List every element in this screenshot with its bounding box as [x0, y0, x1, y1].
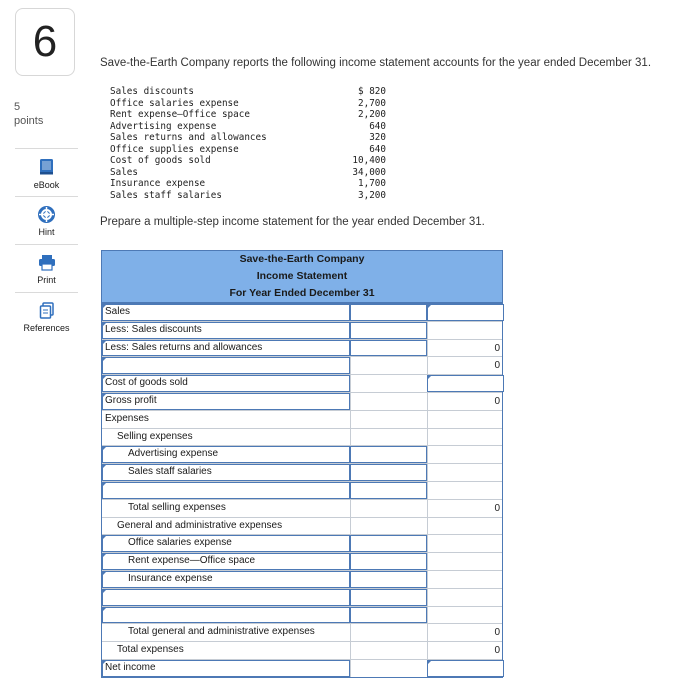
- statement-row: [102, 588, 502, 606]
- account-row: [110, 121, 386, 133]
- account-amount: 2,200: [358, 109, 386, 120]
- statement-row: [102, 570, 502, 588]
- row-label: Total expenses: [117, 644, 184, 656]
- account-name: Advertising expense: [110, 120, 217, 132]
- row-label: Less: Sales discounts: [105, 323, 202, 335]
- account-name: Sales: [110, 166, 138, 178]
- row-label: Sales staff salaries: [128, 466, 212, 478]
- computed-value: 0: [494, 342, 500, 354]
- account-row: [110, 155, 386, 167]
- account-row: [110, 109, 386, 121]
- computed-value: 0: [494, 502, 500, 514]
- sidebar-divider: [15, 292, 78, 293]
- book-icon: [39, 158, 55, 176]
- row-label: Gross profit: [105, 394, 157, 406]
- total-cell: [427, 429, 504, 446]
- statement-row: [102, 374, 502, 392]
- amount-input[interactable]: [350, 607, 427, 624]
- row-label: Total selling expenses: [128, 501, 226, 513]
- statement-row: [102, 410, 502, 428]
- documents-icon: [39, 302, 55, 319]
- total-cell: [427, 322, 504, 339]
- row-label: Cost of goods sold: [105, 377, 188, 389]
- statement-title: Income Statement: [256, 270, 348, 282]
- account-row: [110, 86, 386, 98]
- ebook-button[interactable]: eBook: [15, 158, 78, 190]
- row-label: Net income: [105, 661, 156, 673]
- row-label: Insurance expense: [128, 572, 213, 584]
- row-label: Expenses: [105, 412, 149, 424]
- total-cell: [427, 607, 504, 624]
- statement-row: [102, 606, 502, 624]
- account-amount: 640: [369, 143, 386, 155]
- amount-cell: [350, 393, 427, 410]
- total-cell: [427, 535, 504, 552]
- account-row: [110, 132, 386, 144]
- total-cell: [427, 340, 504, 357]
- total-cell: [427, 357, 504, 374]
- row-label: Rent expense—Office space: [128, 555, 256, 567]
- print-button[interactable]: Print: [15, 254, 78, 285]
- total-cell: [427, 500, 504, 517]
- question-number: 6: [15, 8, 75, 76]
- row-label: Sales: [105, 306, 131, 317]
- statement-row: [102, 428, 502, 446]
- amount-input[interactable]: [350, 553, 427, 570]
- account-amount: 3,200: [358, 189, 386, 201]
- statement-row: [102, 481, 502, 499]
- lifebuoy-icon: [38, 206, 55, 223]
- statement-row: [102, 445, 502, 463]
- statement-row: [102, 623, 502, 641]
- amount-input[interactable]: [350, 340, 427, 357]
- account-select-input[interactable]: [102, 482, 350, 499]
- points-label: points: [14, 115, 44, 127]
- total-cell: [427, 446, 504, 463]
- account-amount: 2,700: [358, 97, 386, 109]
- account-name: Sales returns and allowances: [110, 132, 267, 143]
- statement-row: [102, 392, 502, 410]
- sidebar-divider: [15, 196, 78, 197]
- computed-value: 0: [494, 627, 500, 639]
- statement-row: [102, 659, 502, 677]
- account-amount: $ 820: [358, 86, 386, 97]
- row-label: Total general and administrative expenses: [128, 626, 315, 638]
- amount-cell: [350, 660, 427, 677]
- account-row: [110, 98, 386, 110]
- statement-row: [102, 517, 502, 535]
- hint-button[interactable]: Hint: [15, 206, 78, 237]
- question-prompt: Save-the-Earth Company reports the following income statement accounts for the year ended December 31.: [100, 57, 652, 69]
- references-button[interactable]: References: [15, 302, 78, 333]
- row-label: Selling expenses: [117, 430, 193, 442]
- amount-cell: [350, 429, 427, 446]
- account-name: Rent expense—Office space: [110, 109, 250, 120]
- statement-row: [102, 303, 502, 321]
- account-name: Office salaries expense: [110, 97, 239, 109]
- total-cell: [427, 642, 504, 659]
- account-row: [110, 178, 386, 190]
- statement-rows: [101, 302, 503, 678]
- account-row: [110, 190, 386, 202]
- amount-cell: [350, 375, 427, 392]
- amount-cell: [350, 357, 427, 374]
- amount-input[interactable]: [350, 304, 427, 321]
- total-cell: [427, 393, 504, 410]
- total-cell: [427, 411, 504, 428]
- total-cell: [427, 589, 504, 606]
- total-input[interactable]: [427, 304, 504, 321]
- statement-period: For Year Ended December 31: [229, 287, 375, 299]
- amount-cell: [350, 500, 427, 517]
- account-name: Sales discounts: [110, 86, 194, 97]
- total-cell: [427, 571, 504, 588]
- total-input[interactable]: [427, 375, 504, 392]
- account-amount: 320: [369, 132, 386, 143]
- amount-cell: [350, 624, 427, 641]
- statement-row: [102, 534, 502, 552]
- total-cell: [427, 624, 504, 641]
- account-select-input[interactable]: [102, 589, 350, 606]
- account-name: Office supplies expense: [110, 143, 239, 155]
- accounts-list: [110, 86, 386, 201]
- amount-input[interactable]: [350, 446, 427, 463]
- account-amount: 34,000: [352, 166, 386, 178]
- statement-row: [102, 463, 502, 481]
- sidebar-divider: [15, 148, 78, 149]
- points-value: 5: [14, 101, 21, 113]
- account-select-input[interactable]: [102, 304, 350, 321]
- account-row: [110, 167, 386, 179]
- amount-input[interactable]: [350, 589, 427, 606]
- total-cell: [427, 553, 504, 570]
- statement-row: [102, 321, 502, 339]
- statement-row: [102, 552, 502, 570]
- account-amount: 10,400: [352, 155, 386, 166]
- computed-value: 0: [494, 395, 500, 407]
- account-select-input[interactable]: [102, 607, 350, 624]
- account-amount: 1,700: [358, 178, 386, 189]
- amount-cell: [350, 518, 427, 535]
- row-label: Office salaries expense: [128, 537, 232, 549]
- amount-input[interactable]: [350, 482, 427, 499]
- account-select-input[interactable]: [102, 357, 350, 374]
- statement-row: [102, 356, 502, 374]
- statement-row: [102, 499, 502, 517]
- account-name: Sales staff salaries: [110, 189, 222, 201]
- amount-input[interactable]: [350, 535, 427, 552]
- computed-value: 0: [494, 645, 500, 657]
- total-cell: [427, 482, 504, 499]
- computed-value: 0: [494, 360, 500, 372]
- amount-input[interactable]: [350, 322, 427, 339]
- amount-input[interactable]: [350, 571, 427, 588]
- points: [14, 100, 43, 128]
- amount-input[interactable]: [350, 464, 427, 481]
- row-label: General and administrative expenses: [117, 519, 283, 531]
- question-instruction: Prepare a multiple-step income statement for the year ended December 31.: [100, 216, 485, 228]
- total-input[interactable]: [427, 660, 504, 677]
- sidebar-divider: [15, 244, 78, 245]
- total-cell: [427, 464, 504, 481]
- account-amount: 640: [369, 120, 386, 132]
- total-cell: [427, 518, 504, 535]
- account-name: Insurance expense: [110, 178, 206, 189]
- printer-icon: [38, 254, 56, 271]
- statement-row: [102, 641, 502, 659]
- amount-cell: [350, 411, 427, 428]
- amount-cell: [350, 642, 427, 659]
- company-name: Save-the-Earth Company: [239, 253, 365, 265]
- income-statement: [101, 250, 503, 678]
- account-name: Cost of goods sold: [110, 155, 211, 166]
- row-label: Less: Sales returns and allowances: [105, 341, 263, 353]
- statement-header: [101, 250, 503, 302]
- row-label: Advertising expense: [128, 448, 219, 460]
- statement-row: [102, 339, 502, 357]
- account-row: [110, 144, 386, 156]
